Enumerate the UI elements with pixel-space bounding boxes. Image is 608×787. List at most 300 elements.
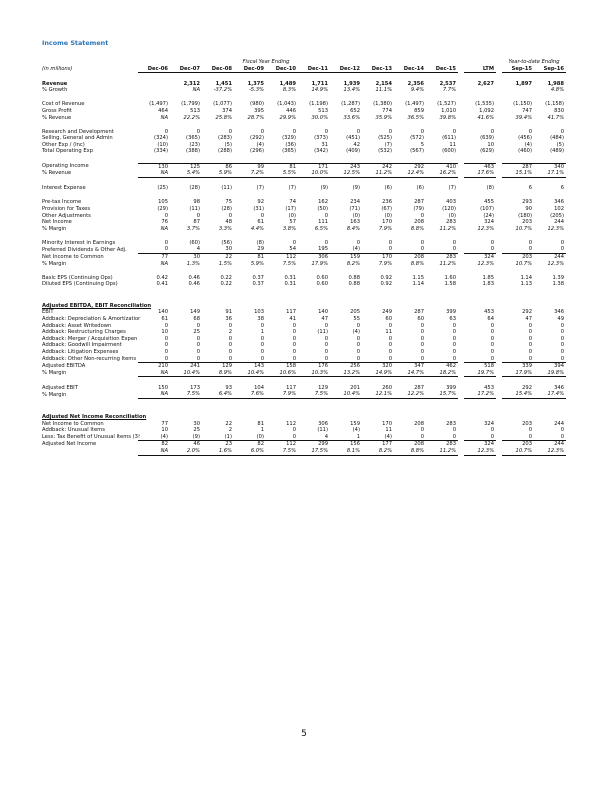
table-cell: 0.37 — [252, 274, 264, 281]
table-cell: 0 — [560, 342, 565, 349]
table-cell: 156 — [330, 441, 362, 448]
table-cell: 1.15 — [412, 274, 425, 281]
table-cell: 25 — [193, 329, 200, 336]
table-cell: 12.3% — [477, 260, 495, 267]
row-label: Interest Expense — [42, 185, 86, 192]
table-cell: 0 — [324, 342, 329, 349]
table-cell: (11) — [317, 329, 329, 336]
table-cell: 0 — [490, 239, 495, 246]
table-cell: 1.14 — [412, 281, 425, 288]
row-label: Gross Profit — [42, 107, 72, 114]
table-cell: 0 — [196, 349, 200, 355]
table-cell: NA — [138, 370, 170, 377]
table-cell: (292) — [250, 135, 264, 142]
table-cell: 5.4% — [170, 170, 202, 177]
table-cell: 112 — [266, 253, 298, 260]
table-cell: 0.22 — [220, 281, 232, 288]
table-cell: 0 — [228, 212, 232, 219]
table-cell: (456) — [518, 135, 533, 142]
table-cell: (205) — [550, 212, 565, 219]
table-cell: 0 — [196, 212, 200, 219]
table-cell: (7) — [288, 185, 297, 192]
table-cell: 260 — [382, 384, 393, 391]
table-cell: 19.8% — [534, 370, 566, 377]
table-cell: 0 — [260, 355, 264, 362]
table-cell: 347 — [394, 363, 426, 370]
table-cell: 11.1% — [375, 87, 393, 94]
table-cell: 0.42 — [156, 274, 168, 281]
table-cell: 0 — [260, 349, 264, 355]
row-label: % Margin — [42, 391, 67, 398]
table-cell: 2,154 — [375, 80, 393, 87]
table-cell: 48 — [225, 219, 232, 226]
table-cell: 0 — [452, 128, 457, 135]
table-cell: (7) — [384, 141, 393, 148]
table-cell: 0 — [324, 355, 329, 362]
table-cell: 0 — [324, 239, 329, 246]
table-cell: 0 — [560, 246, 565, 253]
table-cell: (11) — [189, 205, 200, 212]
table-cell: 399 — [446, 384, 457, 391]
table-cell: 61 — [257, 219, 264, 226]
table-cell: 241 — [170, 363, 202, 370]
table-cell: 1 — [356, 433, 361, 440]
table-cell: 81 — [234, 253, 266, 260]
table-cell: (296) — [250, 148, 264, 155]
table-cell: 0 — [420, 128, 425, 135]
table-cell: 0 — [388, 335, 393, 342]
table-cell: 4.4% — [250, 225, 264, 232]
table-cell — [502, 303, 534, 310]
row-label: Addback: Goodwill Impairment — [42, 342, 122, 349]
table-cell: 1.13 — [520, 281, 533, 288]
row-label — [42, 448, 138, 455]
table-cell: (1,287) — [341, 101, 361, 108]
table-cell: 462 — [426, 363, 458, 370]
table-cell — [298, 414, 330, 421]
table-cell: 0 — [420, 329, 425, 336]
table-cell: 0 — [452, 329, 457, 336]
table-cell: 17.2% — [464, 391, 496, 398]
table-cell: 18.2% — [426, 370, 458, 377]
table-cell: 13.2% — [330, 370, 362, 377]
table-cell: (56) — [221, 239, 232, 246]
table-cell: 201 — [350, 384, 361, 391]
table-cell: 0 — [260, 128, 264, 135]
table-cell: 0.92 — [380, 274, 393, 281]
table-cell: 76 — [161, 219, 168, 226]
table-cell: 0 — [324, 349, 329, 355]
table-cell: (532) — [378, 148, 393, 155]
table-cell: (79) — [413, 205, 425, 212]
col-header: Dec-13 — [362, 66, 394, 73]
table-cell: 17.6% — [464, 170, 496, 177]
table-row — [42, 261, 566, 268]
table-cell: 346 — [554, 199, 565, 206]
table-cell: (639) — [480, 135, 495, 142]
table-cell: 399 — [446, 309, 457, 316]
table-cell: 11 — [385, 329, 393, 336]
table-cell: 0 — [164, 128, 168, 135]
table-cell: NA — [138, 170, 170, 177]
table-cell — [394, 414, 426, 421]
table-cell: 7.5% — [298, 391, 330, 398]
table-cell: 0.88 — [348, 281, 361, 288]
spacer-row — [42, 121, 566, 129]
table-cell: 0 — [452, 427, 457, 434]
row-label: Other Adjustments — [42, 212, 91, 219]
table-cell — [464, 414, 496, 421]
table-cell: 5 — [420, 141, 425, 148]
table-cell: 54 — [289, 246, 297, 253]
table-row — [42, 253, 566, 260]
table-cell: 3.8% — [282, 225, 297, 232]
row-label: Adjusted EBITDA, EBIT Reconciliation — [42, 302, 152, 309]
table-cell — [502, 414, 534, 421]
table-row — [42, 199, 566, 206]
row-label: % Revenue — [42, 170, 72, 177]
table-cell: 0 — [420, 427, 425, 434]
row-label: Addback: Other Non-recurring Items — [42, 355, 137, 362]
col-header: Dec-15 — [426, 66, 458, 73]
table-row — [42, 240, 566, 247]
table-cell: 0 — [292, 239, 297, 246]
table-cell: 747 — [522, 107, 533, 114]
table-cell: 208 — [394, 253, 426, 260]
table-cell: 0.46 — [188, 281, 200, 288]
table-cell: 283 — [426, 441, 458, 448]
table-cell: (489) — [550, 148, 565, 155]
table-cell: (1,535) — [475, 101, 495, 108]
table-cell: 0 — [260, 212, 264, 219]
table-cell: 249 — [382, 309, 393, 316]
table-cell: 287 — [414, 384, 425, 391]
table-cell: 283 — [426, 253, 458, 260]
table-cell: 0 — [420, 246, 425, 253]
table-cell: (5) — [224, 141, 232, 148]
table-cell: (1,198) — [309, 101, 329, 108]
table-cell: 12.4% — [394, 170, 426, 177]
table-cell: 0 — [420, 335, 425, 342]
table-cell: 0 — [420, 349, 425, 355]
table-cell: 243 — [330, 163, 362, 170]
table-cell: 17.5% — [298, 448, 330, 455]
table-row — [42, 213, 566, 220]
col-header: Dec-08 — [202, 66, 234, 73]
table-cell: (9) — [192, 433, 200, 440]
table-cell: 0 — [528, 433, 533, 440]
row-label: Provision for Taxes — [42, 205, 91, 212]
table-cell: 0 — [420, 239, 425, 246]
table-cell: 1,711 — [311, 80, 329, 87]
table-cell: 5.9% — [250, 260, 264, 267]
table-cell: 103 — [254, 309, 264, 316]
table-cell: 453 — [484, 309, 495, 316]
table-cell: 55 — [353, 316, 361, 323]
table-cell: 170 — [382, 219, 393, 226]
units-label: (in millions) — [42, 65, 73, 72]
table-cell: 299 — [298, 441, 330, 448]
row-label: % Revenue — [42, 114, 72, 121]
table-cell: 0 — [528, 239, 533, 246]
table-cell: 162 — [318, 199, 329, 206]
table-cell: (17) — [285, 205, 297, 212]
row-label: Addback: Litigation Expenses — [42, 349, 119, 355]
table-cell: 102 — [554, 205, 565, 212]
table-cell: (6) — [416, 185, 425, 192]
table-row — [42, 349, 566, 356]
table-row — [42, 421, 566, 428]
table-cell: 5.9% — [202, 170, 234, 177]
table-cell: (4) — [352, 246, 361, 253]
table-cell: 10.4% — [170, 370, 202, 377]
table-cell: (484) — [550, 135, 565, 142]
table-cell — [234, 303, 266, 310]
table-row — [42, 135, 566, 142]
table-row — [42, 115, 566, 122]
col-header: Dec-10 — [266, 66, 298, 73]
table-cell: 112 — [286, 420, 297, 427]
table-cell: 324 — [464, 253, 496, 260]
row-label: Other Exp / (Inc) — [42, 141, 85, 148]
table-cell: (4) — [384, 433, 393, 440]
table-cell: 75 — [225, 199, 232, 206]
table-row — [42, 441, 566, 448]
table-cell: 1,092 — [479, 107, 495, 114]
row-label: Adjusted EBIT — [42, 384, 78, 391]
table-cell: (288) — [218, 148, 232, 155]
table-cell: (0) — [352, 212, 361, 219]
table-cell: 1,375 — [247, 80, 264, 87]
table-row — [42, 303, 566, 310]
table-cell: 11 — [449, 141, 457, 148]
table-cell: 208 — [394, 441, 426, 448]
table-cell: 292 — [522, 309, 533, 316]
table-row — [42, 414, 566, 421]
table-cell: 0 — [388, 128, 393, 135]
table-cell: 513 — [318, 107, 329, 114]
table-cell: 0 — [292, 355, 297, 362]
table-cell: 82 — [234, 441, 266, 448]
table-cell: (11) — [317, 427, 329, 434]
table-cell: 0 — [452, 342, 457, 349]
table-cell: NA — [160, 260, 168, 267]
table-cell — [298, 303, 330, 310]
table-cell: 324 — [464, 441, 496, 448]
table-cell: 39.4% — [515, 114, 533, 121]
table-cell — [266, 414, 298, 421]
table-cell: (572) — [410, 135, 425, 142]
table-cell: 0 — [420, 322, 425, 329]
table-cell: 6.4% — [202, 391, 234, 398]
table-cell: 104 — [254, 384, 264, 391]
table-cell: (67) — [381, 205, 393, 212]
table-cell: 0 — [528, 335, 533, 342]
table-row — [42, 148, 566, 155]
table-cell: 176 — [298, 363, 330, 370]
row-label: EBIT — [42, 309, 54, 316]
table-cell: 0 — [260, 342, 264, 349]
table-cell: 0.60 — [316, 274, 329, 281]
table-cell: 29 — [257, 246, 264, 253]
spacer-row — [42, 232, 566, 240]
table-cell: (9) — [320, 185, 329, 192]
ytd-label: Year-to-date Ending — [508, 59, 560, 65]
row-label: Adjusted EBITDA — [42, 362, 86, 369]
table-cell: 82 — [138, 441, 170, 448]
table-cell: 203 — [522, 420, 533, 427]
table-cell: 0 — [490, 349, 495, 355]
table-cell: 203 — [502, 253, 534, 260]
table-cell: (1,497) — [405, 101, 425, 108]
table-row — [42, 336, 566, 343]
table-cell: 203 — [522, 219, 533, 226]
table-row — [42, 163, 566, 170]
table-row — [42, 246, 566, 253]
table-cell: 0 — [228, 322, 232, 329]
table-cell: 36 — [225, 316, 232, 323]
table-cell: NA — [160, 225, 168, 232]
table-cell: (0) — [288, 212, 297, 219]
table-cell: 47 — [321, 316, 329, 323]
table-cell — [534, 414, 566, 421]
table-cell: NA — [138, 448, 170, 455]
income-statement-table — [42, 59, 566, 456]
table-cell: 1.39 — [552, 274, 565, 281]
table-cell: 7.9% — [378, 225, 393, 232]
table-cell: 30 — [170, 253, 202, 260]
table-cell: (460) — [518, 148, 533, 155]
table-cell: 0 — [228, 355, 232, 362]
table-cell: 0 — [292, 342, 297, 349]
table-cell: (36) — [285, 141, 297, 148]
table-cell: 12.3% — [547, 225, 565, 232]
row-label: Addback: Depreciation & Amortizatior — [42, 316, 141, 323]
table-cell: 0 — [528, 329, 533, 336]
table-cell: 256 — [330, 363, 362, 370]
table-cell: 0 — [452, 239, 457, 246]
table-cell: 0 — [528, 342, 533, 349]
table-cell: 0 — [490, 128, 495, 135]
table-cell: 41.7% — [547, 114, 565, 121]
table-cell: 90 — [525, 205, 533, 212]
table-cell: (31) — [253, 205, 264, 212]
table-cell — [170, 414, 202, 421]
table-cell: 87 — [193, 219, 200, 226]
table-cell: 195 — [318, 246, 329, 253]
table-cell: 4 — [196, 246, 200, 253]
table-cell: 346 — [554, 309, 565, 316]
table-cell: 129 — [318, 384, 329, 391]
table-cell — [464, 303, 496, 310]
table-cell: 42 — [353, 141, 361, 148]
row-label: % Margin — [42, 370, 67, 377]
table-cell: 0.88 — [348, 274, 361, 281]
row-label: Operating Income — [42, 163, 89, 170]
table-cell — [426, 303, 458, 310]
table-cell: 14.9% — [362, 370, 394, 377]
table-cell: 173 — [190, 384, 200, 391]
table-cell: 112 — [266, 441, 298, 448]
table-cell: 29.9% — [279, 114, 297, 121]
table-cell: 6.5% — [314, 225, 329, 232]
table-cell: 0 — [452, 335, 457, 342]
table-cell: 31 — [321, 141, 329, 148]
table-cell: 9.4% — [410, 87, 425, 94]
table-cell: 7.5% — [282, 260, 297, 267]
table-cell: 244 — [554, 420, 565, 427]
spacer-row — [42, 155, 566, 163]
table-cell: 0 — [164, 349, 168, 355]
table-cell: 774 — [382, 107, 393, 114]
table-cell: 410 — [426, 163, 458, 170]
table-cell: 125 — [170, 163, 202, 170]
row-label: Research and Development — [42, 128, 114, 135]
table-cell: 17.9% — [502, 370, 534, 377]
header-row-periods — [42, 59, 566, 66]
table-cell: (1,158) — [545, 101, 565, 108]
table-cell: 6 — [560, 185, 565, 192]
table-cell: (525) — [378, 135, 393, 142]
table-cell: 8.8% — [410, 260, 425, 267]
table-cell: (50) — [317, 205, 329, 212]
table-cell: 395 — [254, 107, 264, 114]
table-cell: (0) — [384, 212, 393, 219]
table-cell: 244 — [534, 253, 566, 260]
fiscal-year-label: Fiscal Year Ending — [242, 59, 290, 65]
table-cell: (7) — [448, 185, 457, 192]
table-cell: 0 — [560, 355, 565, 362]
spacer-row — [42, 177, 566, 185]
table-cell: 0 — [420, 212, 425, 219]
table-cell: 0 — [292, 322, 297, 329]
table-cell: 0 — [490, 342, 495, 349]
table-cell: 0 — [292, 329, 297, 336]
table-cell — [464, 87, 496, 94]
table-cell: 11.2% — [439, 225, 457, 232]
table-cell: 93 — [225, 384, 232, 391]
table-cell: 205 — [350, 309, 361, 316]
table-cell: 0 — [196, 322, 200, 329]
row-label: Diluted EPS (Continuing Ops) — [42, 281, 118, 288]
section-title: Income Statement — [42, 39, 109, 47]
row-label: Basic EPS (Continuing Ops) — [42, 274, 113, 281]
spacer-row — [42, 407, 566, 415]
table-cell: 11 — [385, 427, 393, 434]
table-cell: 234 — [350, 199, 361, 206]
table-cell — [534, 303, 566, 310]
table-cell: 0 — [452, 322, 457, 329]
table-cell: (1,527) — [437, 101, 457, 108]
table-cell: 0 — [260, 322, 264, 329]
table-cell: 7.5% — [266, 448, 298, 455]
table-cell: 0 — [452, 355, 457, 362]
table-row — [42, 281, 566, 288]
table-cell: 10 — [161, 329, 168, 336]
table-cell: 0 — [388, 355, 393, 362]
table-cell: 4.8% — [550, 87, 565, 94]
table-cell: (28) — [189, 185, 200, 192]
table-cell: 60 — [385, 316, 393, 323]
table-cell — [138, 81, 170, 88]
table-cell: (342) — [314, 148, 329, 155]
table-cell: (1,043) — [277, 101, 297, 108]
table-cell: (451) — [346, 135, 361, 142]
table-cell: 14.9% — [311, 87, 329, 94]
table-cell: 0 — [292, 427, 297, 434]
table-cell: 2,312 — [183, 80, 200, 87]
table-cell: 10 — [161, 427, 168, 434]
